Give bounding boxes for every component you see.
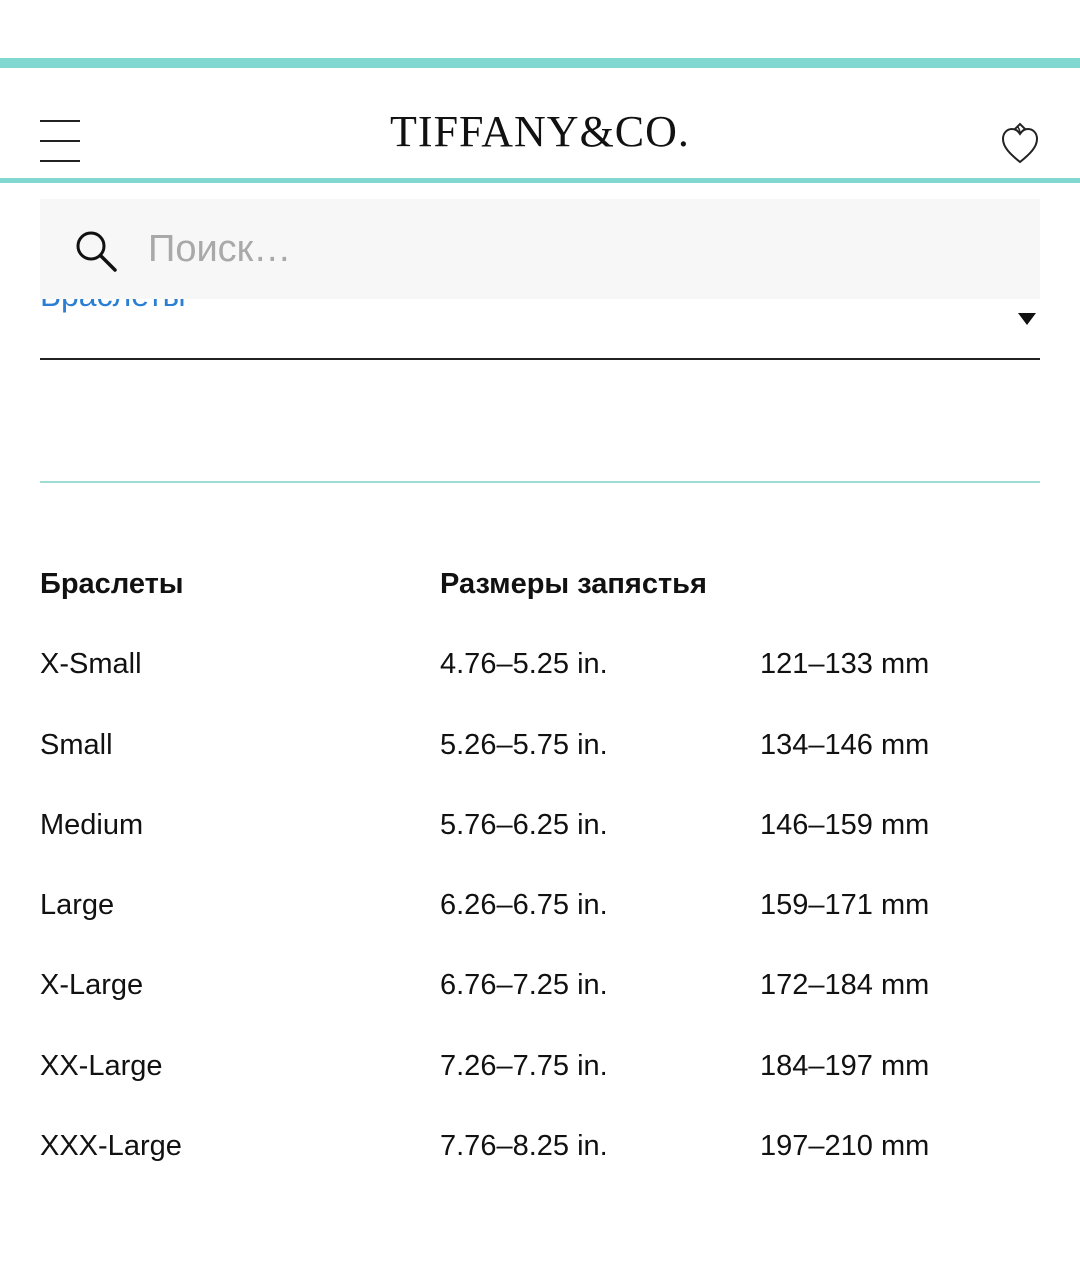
- size-name: X-Small: [40, 648, 142, 681]
- size-mm: 184–197 mm: [760, 1049, 930, 1082]
- size-name: XX-Large: [40, 1049, 163, 1082]
- table-row: [40, 881, 1040, 961]
- size-inches: 7.76–8.25 in.: [440, 1130, 608, 1163]
- table-row: [40, 1122, 1040, 1202]
- table-row: [40, 1042, 1040, 1122]
- header-accent-line: [0, 178, 1080, 183]
- size-mm: 159–171 mm: [760, 889, 930, 922]
- size-name: Small: [40, 728, 113, 761]
- table-row: [40, 801, 1040, 881]
- size-inches: 6.26–6.75 in.: [440, 889, 608, 922]
- dropdown-arrow-icon: [1018, 313, 1036, 325]
- table-row: [40, 961, 1040, 1041]
- site-header: [0, 68, 1080, 180]
- size-mm: 172–184 mm: [760, 969, 930, 1002]
- size-inches: 7.26–7.75 in.: [440, 1049, 608, 1082]
- search-input[interactable]: [148, 219, 1008, 279]
- size-inches: 4.76–5.25 in.: [440, 648, 608, 681]
- size-name: Medium: [40, 808, 144, 841]
- category-select[interactable]: [40, 299, 1040, 360]
- menu-bar: [40, 160, 80, 162]
- size-name: XXX-Large: [40, 1130, 182, 1163]
- size-mm: 134–146 mm: [760, 728, 930, 761]
- size-name: X-Large: [40, 969, 144, 1002]
- size-mm: 197–210 mm: [760, 1130, 930, 1163]
- search-bar: [40, 199, 1040, 299]
- table-row: [40, 721, 1040, 801]
- site-logo[interactable]: TIFFANY&CO.: [390, 107, 690, 156]
- section-divider: [40, 481, 1040, 483]
- size-inches: 5.76–6.25 in.: [440, 808, 608, 841]
- size-inches: 5.26–5.75 in.: [440, 728, 608, 761]
- table-header-row: [40, 560, 1040, 640]
- size-name: Large: [40, 889, 115, 922]
- search-icon[interactable]: [74, 229, 118, 273]
- column-header: Размеры запястья: [440, 568, 707, 600]
- size-mm: 146–159 mm: [760, 808, 930, 841]
- column-header: Браслеты: [40, 568, 184, 600]
- heart-wishlist-icon[interactable]: [1000, 122, 1040, 166]
- size-chart-table: [40, 560, 1040, 1202]
- top-accent-stripe: [0, 58, 1080, 68]
- size-inches: 6.76–7.25 in.: [440, 969, 608, 1002]
- table-row: [40, 640, 1040, 720]
- size-mm: 121–133 mm: [760, 648, 930, 681]
